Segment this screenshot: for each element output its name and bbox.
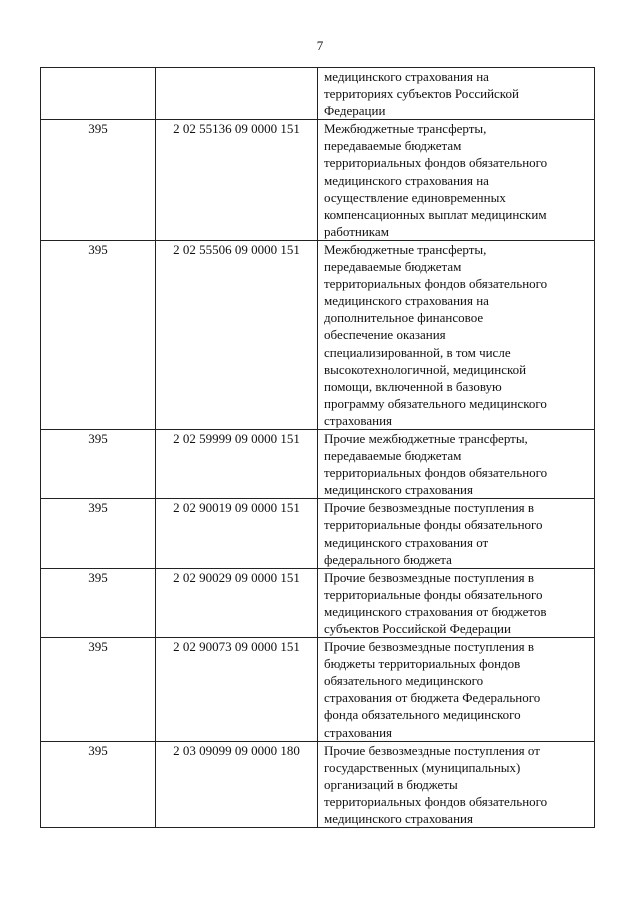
budget-classification-code-cell: 2 02 90029 09 0000 151 (156, 568, 318, 637)
description-line: медицинского страхования (324, 482, 473, 498)
table-row (41, 741, 595, 827)
description-line: организаций в бюджеты (324, 776, 458, 792)
description-line: дополнительное финансовое (324, 310, 484, 326)
administrator-code-cell: 395 (41, 240, 156, 429)
description-line: Прочие межбюджетные трансферты, (324, 430, 528, 446)
description-line: субъектов Российской Федерации (324, 621, 511, 636)
description-line: бюджеты территориальных фондов (324, 656, 521, 672)
description-line: медицинского страхования (324, 811, 473, 827)
description-line: передаваемые бюджетам (324, 138, 462, 154)
table-row (41, 638, 595, 742)
description-line: Федерации (324, 103, 386, 119)
revenue-description-cell (318, 499, 595, 568)
description-line: Межбюджетные трансферты, (324, 121, 487, 137)
description-line: медицинского страхования от бюджетов (324, 603, 547, 619)
revenue-description-cell (318, 120, 595, 241)
budget-classification-code-cell (156, 68, 318, 120)
description-line: территориях субъектов Российской (324, 86, 519, 102)
description-line: территориальных фондов обязательного (324, 155, 548, 171)
revenue-description-cell (318, 429, 595, 498)
description-line: фонда обязательного медицинского (324, 707, 521, 723)
administrator-code-cell: 395 (41, 429, 156, 498)
table-row (41, 499, 595, 568)
revenue-description-cell (318, 240, 595, 429)
description-line: программу обязательного медицинского (324, 395, 547, 411)
description-line: Прочие безвозмездные поступления в (324, 569, 535, 585)
description-line: передаваемые бюджетам (324, 259, 462, 275)
description-line: медицинского страхования на (324, 293, 489, 309)
description-line: специализированной, в том числе (324, 344, 511, 360)
administrator-code-cell: 395 (41, 638, 156, 742)
table-body (41, 68, 595, 828)
administrator-code-cell: 395 (41, 568, 156, 637)
description-line: медицинского страхования на (324, 172, 489, 188)
budget-classification-code-cell: 2 02 59999 09 0000 151 (156, 429, 318, 498)
description-line: государственных (муниципальных) (324, 759, 521, 775)
description-line: медицинского страхования от (324, 534, 489, 550)
budget-classification-code-cell: 2 02 90073 09 0000 151 (156, 638, 318, 742)
description-line: обязательного медицинского (324, 673, 484, 689)
table-row (41, 568, 595, 637)
description-line: страхования от бюджета Федерального (324, 690, 541, 706)
administrator-code-cell: 395 (41, 499, 156, 568)
description-line: территориальные фонды обязательного (324, 517, 543, 533)
description-line: территориальных фондов обязательного (324, 465, 548, 481)
description-line: федерального бюджета (324, 551, 452, 567)
description-line: передаваемые бюджетам (324, 448, 462, 464)
administrator-code-cell: 395 (41, 120, 156, 241)
table-row (41, 120, 595, 241)
description-line: компенсационных выплат медицинским (324, 206, 547, 222)
description-line: медицинского страхования на (324, 69, 489, 84)
budget-classification-code-cell: 2 03 09099 09 0000 180 (156, 741, 318, 827)
description-line: Межбюджетные трансферты, (324, 241, 487, 257)
description-line: территориальных фондов обязательного (324, 793, 548, 809)
description-line: территориальных фондов обязательного (324, 276, 548, 292)
revenue-description-cell (318, 568, 595, 637)
table-row (41, 68, 595, 120)
budget-classification-code-cell: 2 02 90019 09 0000 151 (156, 499, 318, 568)
budget-classification-code-cell: 2 02 55136 09 0000 151 (156, 120, 318, 241)
revenue-description-cell (318, 68, 595, 120)
budget-classification-table (40, 67, 595, 828)
table-row (41, 429, 595, 498)
description-line: Прочие безвозмездные поступления в (324, 500, 535, 516)
description-line: Прочие безвозмездные поступления в (324, 639, 535, 655)
administrator-code-cell (41, 68, 156, 120)
page-number: 7 (316, 38, 324, 53)
description-line: высокотехнологичной, медицинской (324, 361, 527, 377)
budget-classification-code-cell: 2 02 55506 09 0000 151 (156, 240, 318, 429)
description-line: работникам (324, 223, 389, 239)
description-line: помощи, включенной в базовую (324, 378, 502, 394)
administrator-code-cell: 395 (41, 741, 156, 827)
revenue-description-cell (318, 741, 595, 827)
description-line: обеспечение оказания (324, 327, 446, 343)
description-line: территориальные фонды обязательного (324, 586, 543, 602)
table-row (41, 240, 595, 429)
description-line: осуществление единовременных (324, 189, 506, 205)
description-line: Прочие безвозмездные поступления от (324, 742, 540, 758)
revenue-description-cell (318, 638, 595, 742)
description-line: страхования (324, 724, 393, 740)
description-line: страхования (324, 412, 393, 428)
